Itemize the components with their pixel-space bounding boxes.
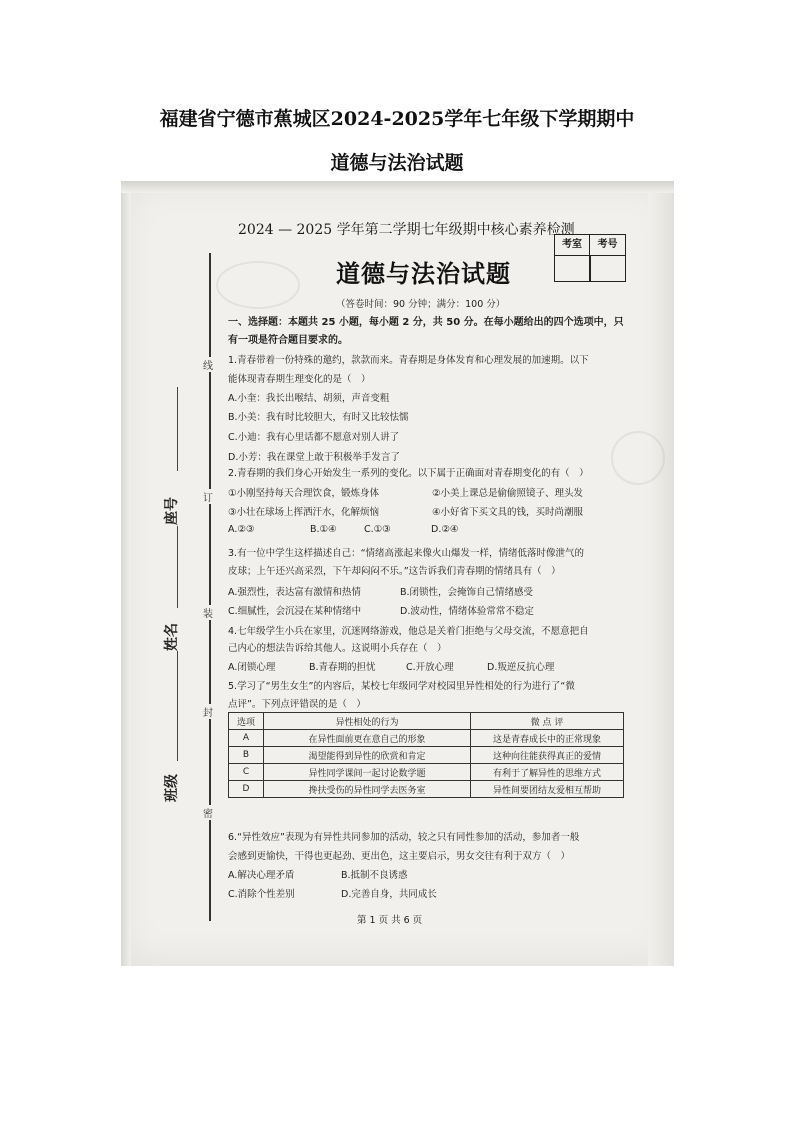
- number-label: 考号: [590, 235, 625, 256]
- q2-stem: 2.青春期的我们身心开始发生一系列的变化。以下属于正确面对青春期变化的有（ ）: [228, 468, 589, 479]
- q1-option-b: B.小美：我有时比较胆大，有时又比较怯懦: [228, 412, 409, 423]
- q4-stem-cont: 己内心的想法告诉给其他人。这说明小兵存在（ ）: [228, 643, 447, 654]
- document-subtitle: 道德与法治试题: [330, 152, 464, 174]
- photo-shadow-right: [648, 181, 674, 966]
- table-cell: 有利于了解异性的思维方式: [471, 764, 624, 781]
- table-cell: 在异性面前更在意自己的形象: [264, 730, 471, 747]
- section1-instructions-cont: 有一项是符合题目要求的。: [228, 335, 348, 346]
- table-row: [229, 730, 624, 747]
- q2-item-4: ④小好省下买文具的钱，买时尚潮服: [432, 507, 584, 518]
- table-header: 微 点 评: [471, 713, 624, 730]
- q6-option-d: D.完善自身，共同成长: [341, 889, 437, 900]
- q2-option-a: A.②③: [228, 524, 255, 535]
- q2-option-c: C.①③: [364, 524, 391, 535]
- seal-char-xian: 线: [203, 357, 213, 372]
- seat-write-line-lower: [177, 526, 178, 608]
- bleed-through-mark: [611, 431, 665, 485]
- table-cell: 这种向往能获得真正的爱情: [471, 747, 624, 764]
- seal-char-zhuang: 装: [203, 605, 213, 620]
- photo-shadow-left: [121, 181, 131, 966]
- table-row: [229, 764, 624, 781]
- q6-option-c: C.消除个性差别: [228, 889, 295, 900]
- table-cell: 渴望能得到异性的欣赏和肯定: [264, 747, 471, 764]
- exam-header: 2024 — 2025 学年第二学期七年级期中核心素养检测: [238, 222, 575, 238]
- q4-option-a: A.闭锁心理: [228, 662, 276, 673]
- table-cell: 异性同学课间一起讨论数学题: [264, 764, 471, 781]
- q1-option-d: D.小芳：我在课堂上敢于积极举手发言了: [228, 452, 400, 463]
- q3-option-d: D.波动性，情绪体验常常不稳定: [400, 606, 534, 617]
- document-title: 福建省宁德市蕉城区2024-2025学年七年级下学期期中: [159, 108, 635, 130]
- q3-stem: 3.有一位中学生这样描述自己：“情绪高涨起来像火山爆发一样，情绪低落时像泄气的: [228, 548, 584, 559]
- class-label: 班级: [164, 774, 180, 802]
- q4-option-b: B.青春期的担忧: [309, 662, 376, 673]
- q2-item-2: ②小美上课总是偷偷照镜子、理头发: [432, 488, 584, 499]
- table-cell: A: [229, 730, 264, 747]
- q2-option-d: D.②④: [431, 524, 459, 535]
- table-cell: D: [229, 781, 264, 798]
- q3-option-a: A.强烈性，表达富有激情和热情: [228, 587, 361, 598]
- q3-stem-cont: 皮球；上午还兴高采烈，下午却闷闷不乐。”这告诉我们青春期的情绪具有（ ）: [228, 566, 561, 577]
- q2-item-1: ①小刚坚持每天合理饮食，锻炼身体: [228, 488, 380, 499]
- seat-write-line: [177, 387, 178, 471]
- q1-option-a: A.小奎：我长出喉结、胡须，声音变粗: [228, 393, 390, 404]
- table-header-row: [229, 713, 624, 730]
- q4-option-c: C.开放心理: [406, 662, 454, 673]
- q6-stem-cont: 会感到更愉快，干得也更起劲、更出色，这主要启示，男女交往有利于双方（ ）: [228, 851, 571, 862]
- seal-char-feng: 封: [203, 704, 213, 719]
- section1-instructions: 一、选择题：本题共 25 小题，每小题 2 分，共 50 分。在每小题给出的四个选项中，只: [228, 317, 624, 328]
- table-row: [229, 747, 624, 764]
- q5-table: [228, 712, 624, 798]
- table-cell: 异性间要团结友爱相互帮助: [471, 781, 624, 798]
- page-footer: 第 1 页 共 6 页: [357, 915, 423, 926]
- exam-photo: [121, 181, 674, 966]
- q1-stem-cont: 能体现青春期生理变化的是（ ）: [228, 374, 371, 385]
- seal-char-ding: 订: [203, 489, 213, 504]
- box-divider: [589, 255, 591, 281]
- table-row: [229, 781, 624, 798]
- room-number-box: [554, 234, 626, 282]
- table-cell: 搀扶受伤的异性同学去医务室: [264, 781, 471, 798]
- q6-stem: 6.“异性效应”表现为有异性共同参加的活动，较之只有同性参加的活动，参加者一般: [228, 832, 580, 843]
- q6-option-b: B.抵制不良诱惑: [341, 870, 408, 881]
- q3-option-c: C.细腻性，会沉浸在某种情绪中: [228, 606, 362, 617]
- table-cell: B: [229, 747, 264, 764]
- q3-option-b: B.闭锁性，会掩饰自己情绪感受: [400, 587, 534, 598]
- time-info: （答卷时间：90 分钟；满分：100 分）: [336, 299, 506, 310]
- q4-stem: 4.七年级学生小兵在家里，沉迷网络游戏，他总是关着门拒绝与父母交流，不愿意把自: [228, 626, 589, 637]
- exam-subject-title: 道德与法治试题: [336, 259, 511, 288]
- room-label: 考室: [555, 235, 590, 256]
- table-cell: 这是青春成长中的正常现象: [471, 730, 624, 747]
- name-label: 姓名: [164, 623, 180, 651]
- bleed-through-mark: [216, 261, 300, 309]
- seal-char-mi: 密: [203, 805, 213, 820]
- table-cell: C: [229, 764, 264, 781]
- name-write-line: [177, 651, 178, 761]
- seal-line: [209, 253, 211, 921]
- photo-shadow-top: [121, 181, 674, 193]
- table-header: 选项: [229, 713, 264, 730]
- q2-option-b: B.①④: [310, 524, 337, 535]
- table-header: 异性相处的行为: [264, 713, 471, 730]
- seat-label: 座号: [164, 497, 180, 525]
- q1-stem: 1.青春带着一份特殊的邀约，款款而来。青春期是身体发育和心理发展的加速期。以下: [228, 355, 589, 366]
- q4-option-d: D.叛逆反抗心理: [487, 662, 555, 673]
- q1-option-c: C.小迪：我有心里话都不愿意对别人讲了: [228, 432, 400, 443]
- q6-option-a: A.解决心理矛盾: [228, 870, 295, 881]
- q5-stem-cont: 点评”。下列点评错误的是（ ）: [228, 699, 366, 710]
- q2-item-3: ③小壮在球场上挥洒汗水，化解烦恼: [228, 507, 380, 518]
- q5-stem: 5.学习了“男生女生”的内容后，某校七年级同学对校园里异性相处的行为进行了“微: [228, 681, 575, 692]
